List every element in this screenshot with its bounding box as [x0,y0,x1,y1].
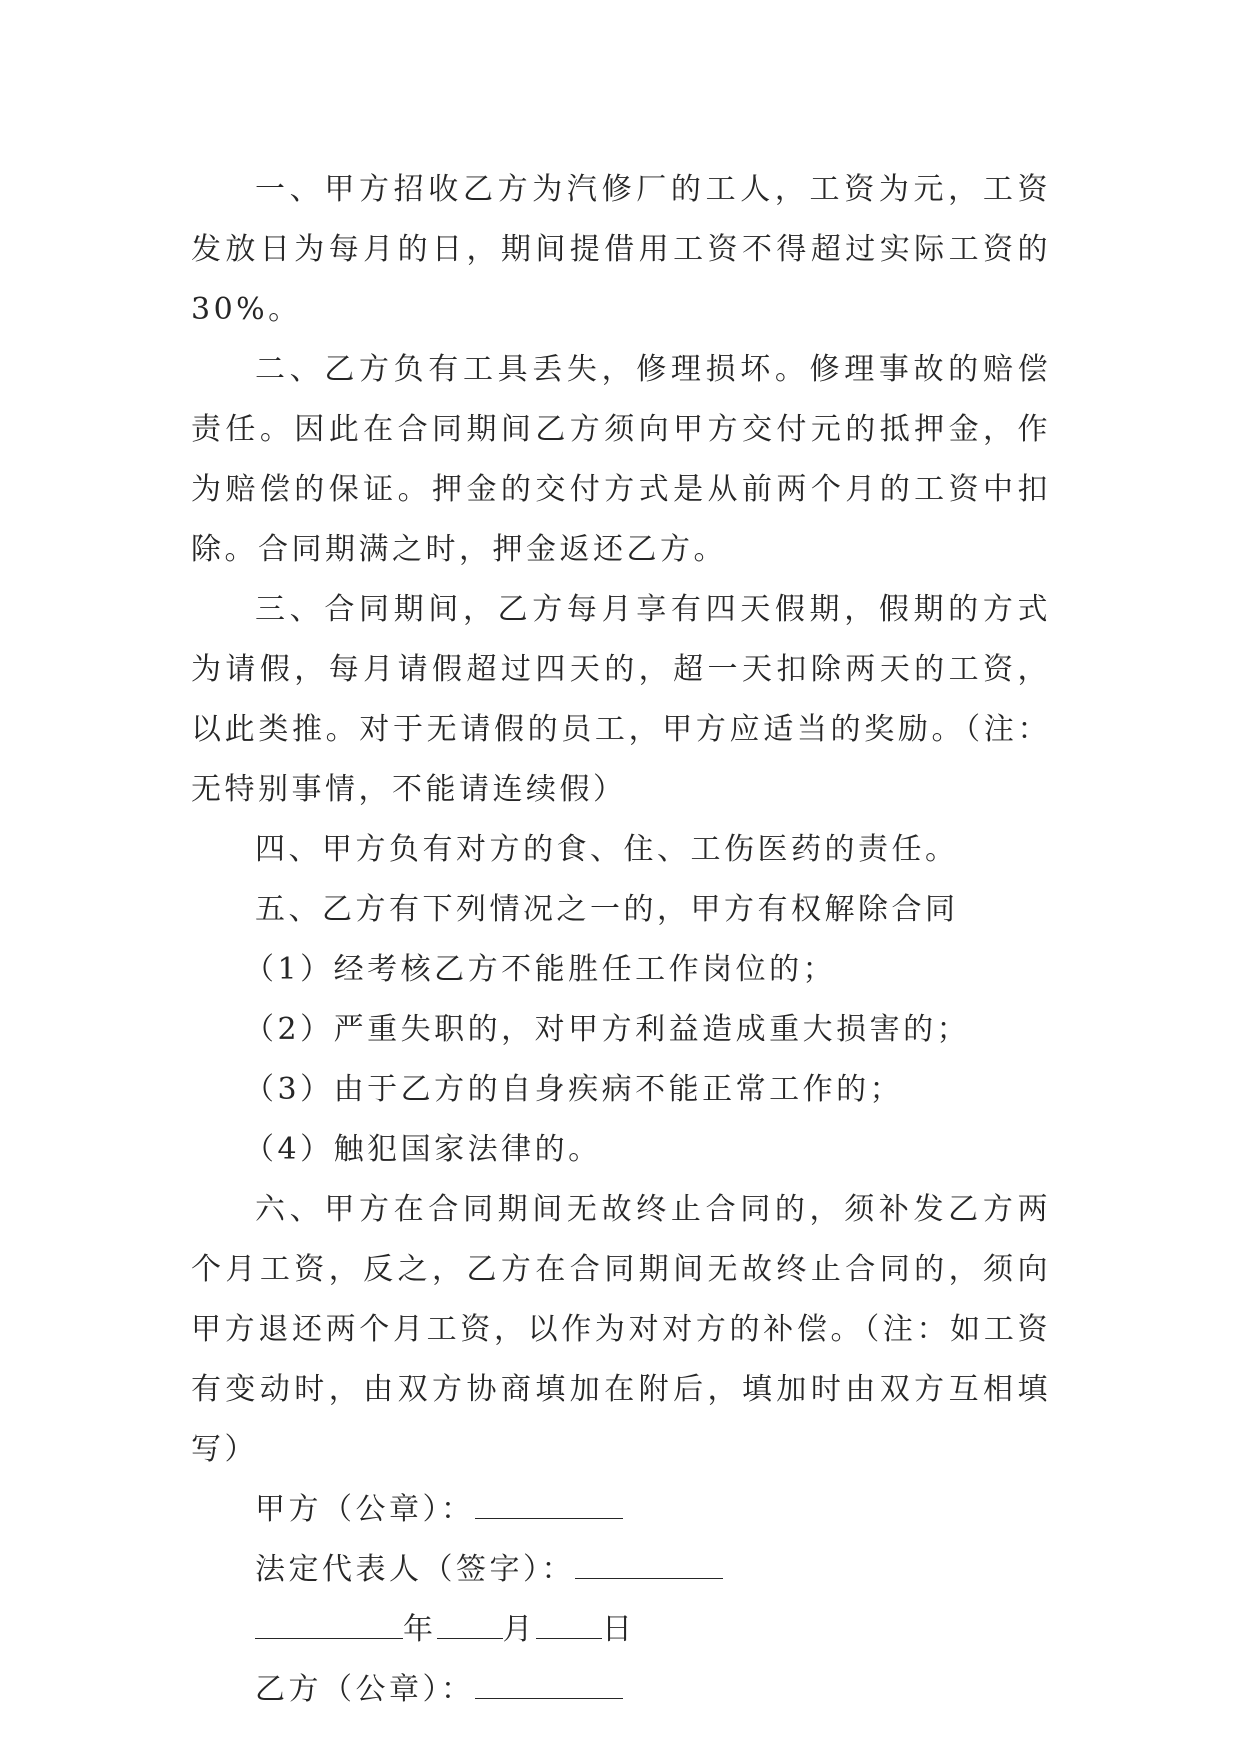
legal-rep-signature-line [191,1540,1051,1600]
clause-5-item-3: （3）由于乙方的自身疾病不能正常工作的； [244,1072,904,1107]
clause-5-item-2: （2）严重失职的，对甲方利益造成重大损害的； [244,1012,971,1047]
clause-3: 三、合同期间，乙方每月享有四天假期，假期的方式为请假，每月请假超过四天的，超一天扣除两天的工资，以此类推。对于无请假的员工，甲方应适当的奖励。（注：无特别事情，不能请连续假） [191,592,1051,807]
day-blank[interactable] [536,1604,602,1639]
day-label: 日 [602,1612,636,1647]
clause-5-item-1: （1）经考核乙方不能胜任工作岗位的； [244,952,837,987]
legal-rep-signature-blank[interactable] [575,1544,723,1579]
party-b-seal-line [191,1660,1051,1720]
contract-body [191,160,1051,1720]
clause-1: 一、甲方招收乙方为汽修厂的工人，工资为元，工资发放日为每月的日，期间提借用工资不得超过实际工资的30%。 [191,172,1051,327]
month-label: 月 [502,1612,536,1647]
date-line [191,1600,1051,1660]
clause-5: 五、乙方有下列情况之一的，甲方有权解除合同 [255,892,959,927]
year-label: 年 [403,1612,437,1647]
party-a-seal-line [191,1480,1051,1540]
party-b-seal-blank[interactable] [475,1664,623,1699]
year-blank[interactable] [255,1604,403,1639]
clause-2: 二、乙方负有工具丢失，修理损坏。修理事故的赔偿责任。因此在合同期间乙方须向甲方交付元的抵押金，作为赔偿的保证。押金的交付方式是从前两个月的工资中扣除。合同期满之时，押金返还乙方。 [191,352,1051,567]
clause-5-item-4: （4）触犯国家法律的。 [244,1132,602,1167]
month-blank[interactable] [437,1604,503,1639]
clause-6: 六、甲方在合同期间无故终止合同的，须补发乙方两个月工资，反之，乙方在合同期间无故终止合同的，须向甲方退还两个月工资，以作为对对方的补偿。（注：如工资有变动时，由双方协商填加在附后，填加时由双方互相填写） [191,1192,1051,1467]
party-a-seal-label: 甲方（公章）： [255,1492,475,1527]
clause-4: 四、甲方负有对方的食、住、工伤医药的责任。 [255,832,959,867]
party-b-seal-label: 乙方（公章）： [255,1672,475,1707]
legal-rep-label: 法定代表人（签字）： [255,1552,575,1587]
party-a-seal-blank[interactable] [475,1484,623,1519]
